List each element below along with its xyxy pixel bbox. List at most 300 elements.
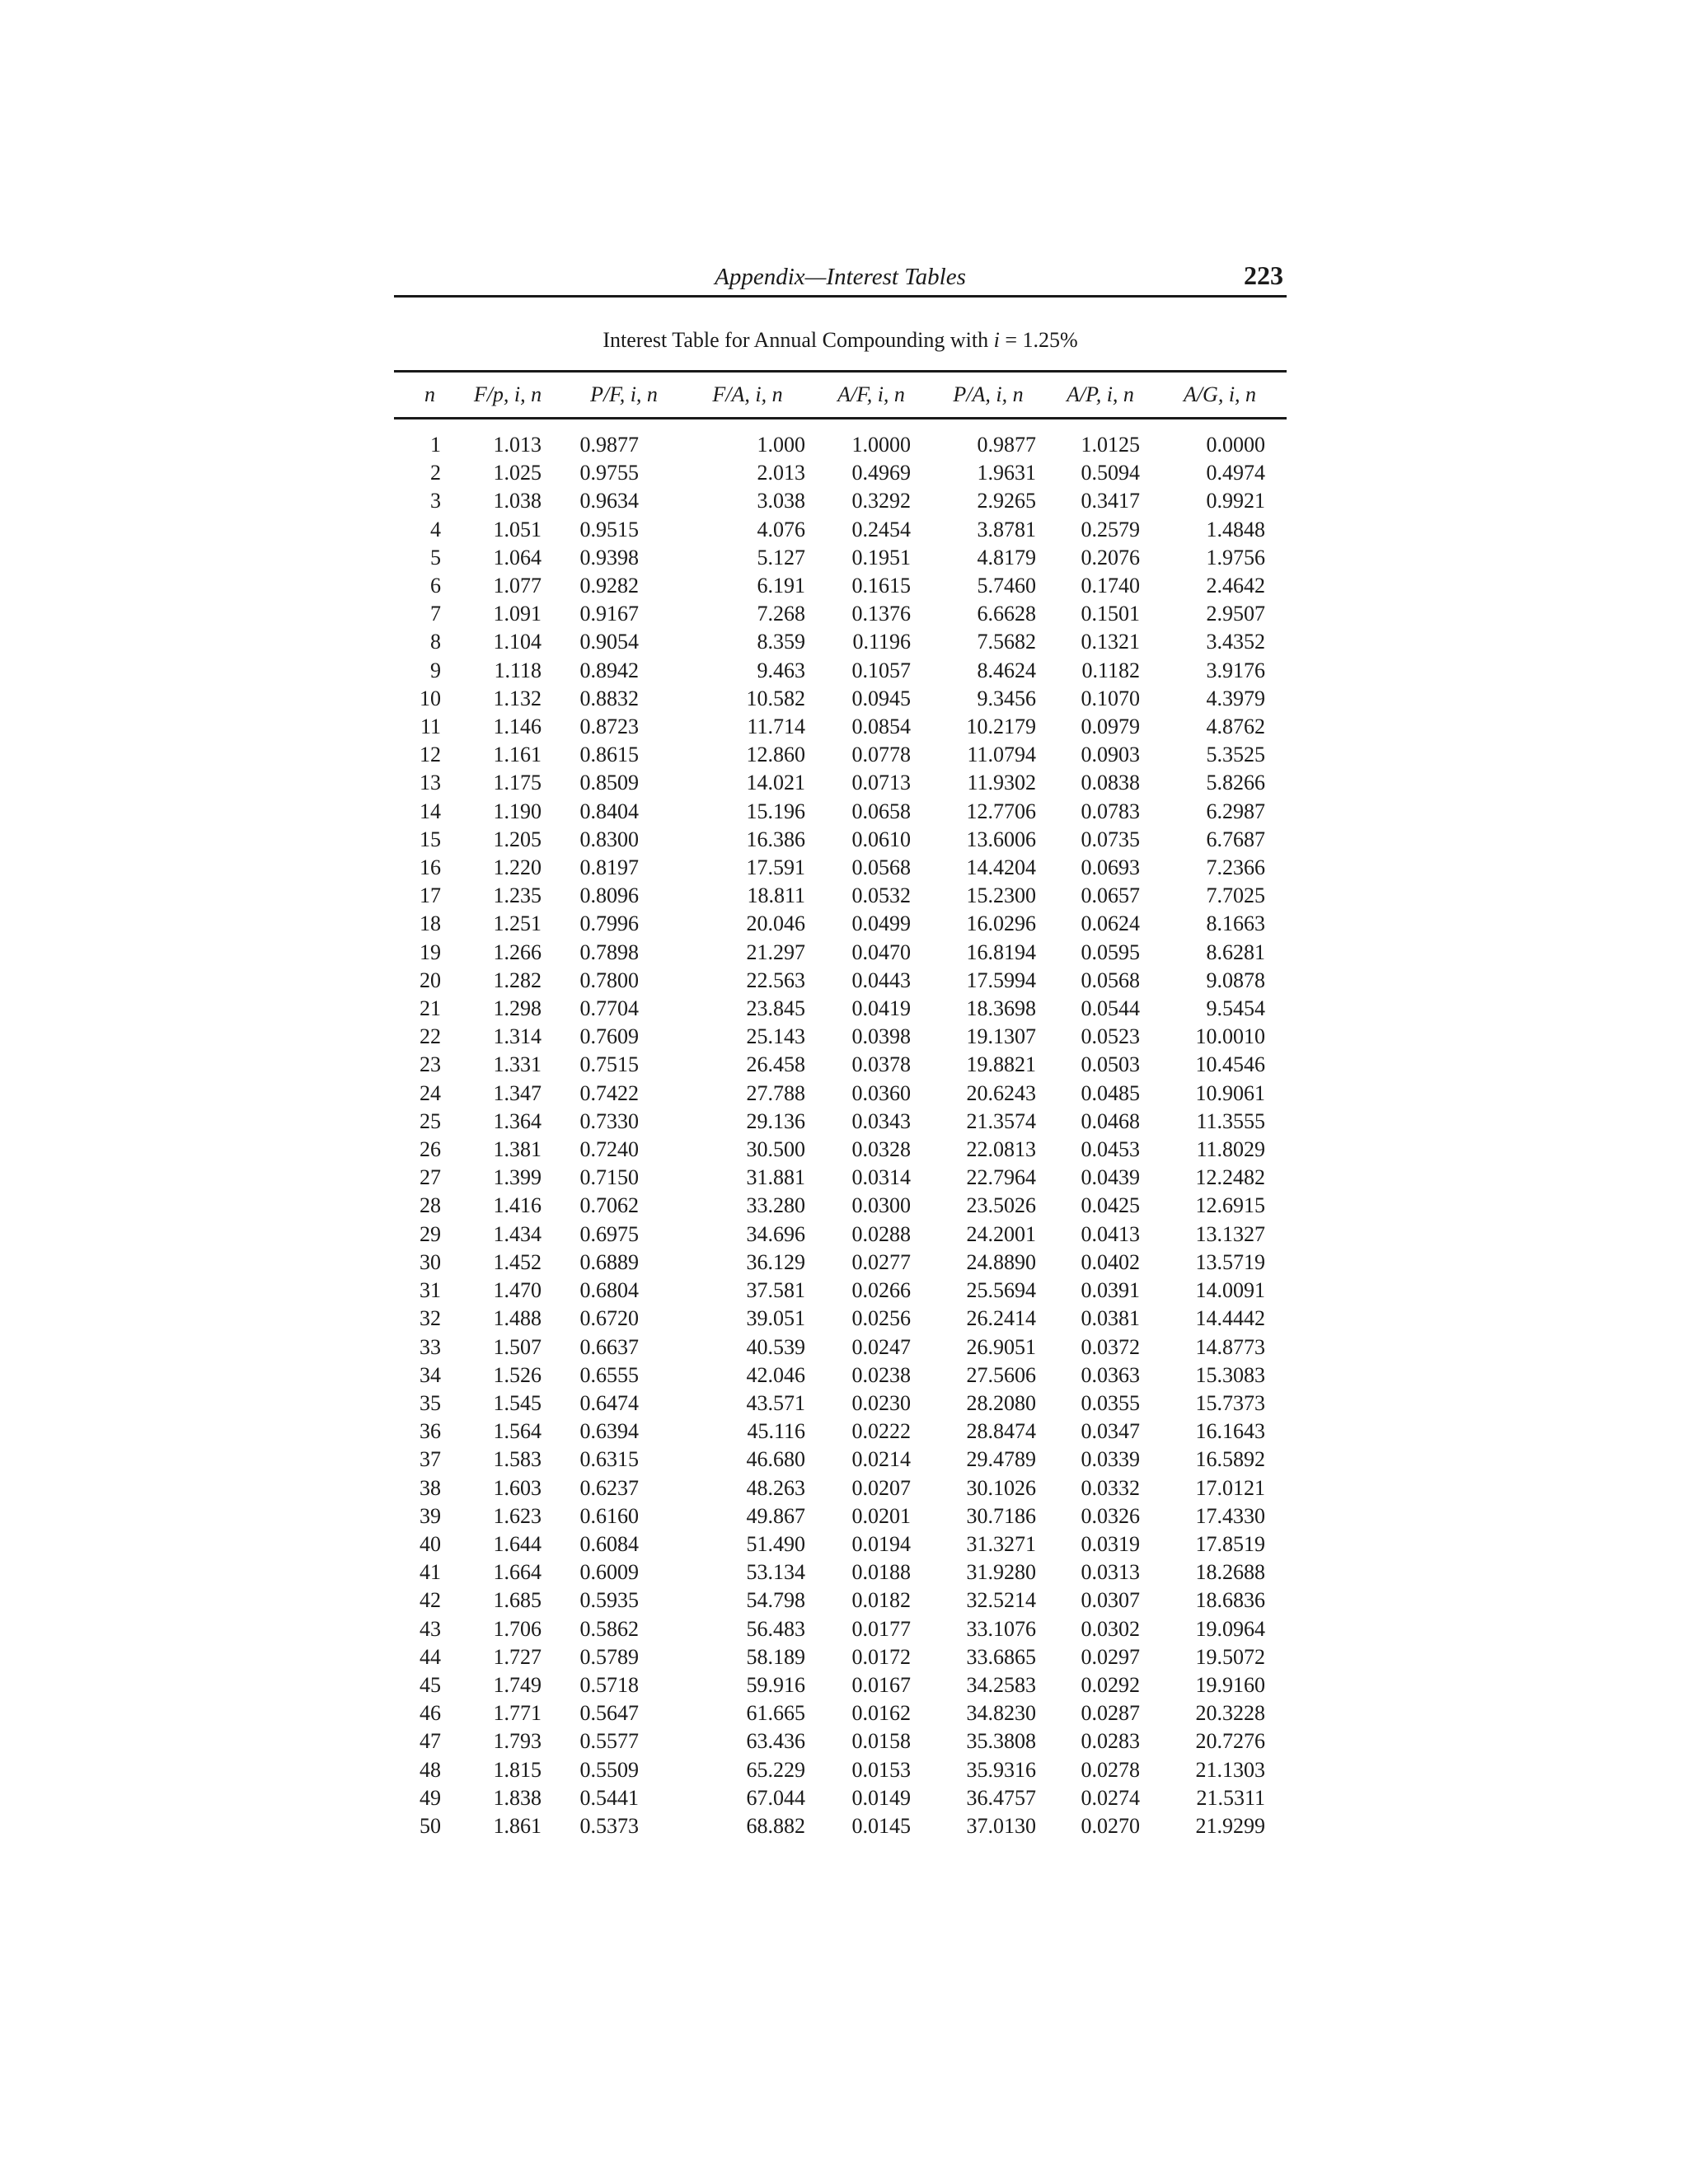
cell-ap: 0.0381 bbox=[1081, 1306, 1140, 1331]
cell-fa: 59.916 bbox=[746, 1672, 805, 1697]
cell-pa: 8.4624 bbox=[977, 658, 1036, 682]
cell-fa: 9.463 bbox=[757, 658, 805, 682]
cell-ag: 0.9921 bbox=[1206, 489, 1265, 513]
cell-ap: 0.0302 bbox=[1081, 1616, 1140, 1641]
cell-fa: 27.788 bbox=[746, 1080, 805, 1105]
cell-fp: 1.364 bbox=[493, 1108, 542, 1133]
cell-fp: 1.507 bbox=[493, 1334, 542, 1359]
cell-n: 38 bbox=[420, 1475, 441, 1500]
cell-af: 0.0266 bbox=[851, 1278, 911, 1303]
cell-fp: 1.416 bbox=[493, 1193, 542, 1218]
cell-pf: 0.8300 bbox=[579, 827, 639, 851]
cell-ag: 21.5311 bbox=[1196, 1785, 1265, 1810]
cell-ap: 0.0363 bbox=[1081, 1362, 1140, 1387]
cell-ag: 5.8266 bbox=[1206, 771, 1265, 795]
cell-ap: 0.0391 bbox=[1081, 1278, 1140, 1303]
cell-ap: 0.0657 bbox=[1081, 883, 1140, 908]
table-row bbox=[394, 1446, 1287, 1474]
cell-pf: 0.6315 bbox=[579, 1447, 639, 1472]
cell-n: 49 bbox=[420, 1785, 441, 1810]
cell-ap: 0.0735 bbox=[1081, 827, 1140, 851]
cell-ag: 4.8762 bbox=[1206, 715, 1265, 739]
cell-fa: 26.458 bbox=[746, 1052, 805, 1077]
cell-pa: 26.9051 bbox=[966, 1334, 1036, 1359]
cell-fa: 10.582 bbox=[746, 686, 805, 710]
cell-ap: 0.2579 bbox=[1081, 517, 1140, 541]
cell-ag: 12.2482 bbox=[1195, 1165, 1265, 1190]
cell-pa: 3.8781 bbox=[977, 517, 1036, 541]
cell-ap: 0.0319 bbox=[1081, 1531, 1140, 1556]
cell-ag: 9.5454 bbox=[1206, 996, 1265, 1021]
cell-ap: 0.0339 bbox=[1081, 1447, 1140, 1472]
cell-pa: 6.6628 bbox=[977, 602, 1036, 626]
cell-pf: 0.8832 bbox=[579, 686, 639, 710]
cell-fa: 67.044 bbox=[746, 1785, 805, 1810]
cell-ap: 0.0468 bbox=[1081, 1108, 1140, 1133]
table-row bbox=[394, 1051, 1287, 1079]
cell-ap: 0.0903 bbox=[1081, 743, 1140, 767]
cell-pa: 29.4789 bbox=[966, 1447, 1036, 1472]
cell-pf: 0.9398 bbox=[579, 545, 639, 569]
cell-af: 0.0300 bbox=[851, 1193, 911, 1218]
cell-ap: 1.0125 bbox=[1081, 433, 1140, 457]
cell-ap: 0.1182 bbox=[1081, 658, 1140, 682]
cell-fa: 37.581 bbox=[746, 1278, 805, 1303]
cell-af: 0.0256 bbox=[851, 1306, 911, 1331]
cell-fa: 21.297 bbox=[746, 940, 805, 964]
cell-fa: 2.013 bbox=[757, 461, 805, 485]
cell-pf: 0.6555 bbox=[579, 1362, 639, 1387]
table-row bbox=[394, 572, 1287, 600]
cell-fp: 1.706 bbox=[493, 1616, 542, 1641]
cell-fp: 1.282 bbox=[493, 968, 542, 992]
table-row bbox=[394, 1390, 1287, 1418]
cell-ap: 0.0503 bbox=[1081, 1052, 1140, 1077]
cell-n: 44 bbox=[420, 1644, 441, 1669]
cell-af: 0.0854 bbox=[851, 715, 911, 739]
cell-pf: 0.7704 bbox=[579, 996, 639, 1021]
cell-af: 0.0360 bbox=[851, 1080, 911, 1105]
cell-n: 43 bbox=[420, 1616, 441, 1641]
cell-af: 0.0378 bbox=[851, 1052, 911, 1077]
table-row bbox=[394, 826, 1287, 854]
cell-fp: 1.025 bbox=[493, 461, 542, 485]
cell-pa: 23.5026 bbox=[966, 1193, 1036, 1218]
cell-fp: 1.664 bbox=[493, 1560, 542, 1585]
cell-pf: 0.7240 bbox=[579, 1137, 639, 1162]
cell-fp: 1.298 bbox=[493, 996, 542, 1021]
cell-af: 0.0945 bbox=[851, 686, 911, 710]
cell-pf: 0.5373 bbox=[579, 1813, 639, 1838]
cell-ap: 0.1070 bbox=[1081, 686, 1140, 710]
cell-af: 0.0314 bbox=[851, 1165, 911, 1190]
cell-ap: 0.0326 bbox=[1081, 1503, 1140, 1528]
cell-fa: 48.263 bbox=[746, 1475, 805, 1500]
cell-n: 39 bbox=[420, 1503, 441, 1528]
cell-ag: 8.6281 bbox=[1206, 940, 1265, 964]
table-row bbox=[394, 769, 1287, 797]
cell-af: 0.0343 bbox=[851, 1108, 911, 1133]
cell-pa: 16.0296 bbox=[966, 912, 1036, 936]
cell-fp: 1.545 bbox=[493, 1390, 542, 1415]
cell-ag: 8.1663 bbox=[1206, 912, 1265, 936]
cell-af: 0.1376 bbox=[851, 602, 911, 626]
cell-pf: 0.8723 bbox=[579, 715, 639, 739]
table-row bbox=[394, 1558, 1287, 1586]
table-row bbox=[394, 854, 1287, 882]
cell-ag: 16.1643 bbox=[1195, 1419, 1265, 1444]
cell-pa: 34.2583 bbox=[966, 1672, 1036, 1697]
table-row bbox=[394, 487, 1287, 515]
cell-af: 0.0207 bbox=[851, 1475, 911, 1500]
cell-fp: 1.220 bbox=[493, 855, 542, 880]
cell-ag: 7.7025 bbox=[1206, 883, 1265, 908]
cell-pa: 11.0794 bbox=[967, 743, 1036, 767]
cell-af: 0.0288 bbox=[851, 1221, 911, 1246]
table-row bbox=[394, 1727, 1287, 1755]
cell-af: 0.0778 bbox=[851, 743, 911, 767]
table-row bbox=[394, 1643, 1287, 1671]
cell-n: 10 bbox=[420, 686, 441, 710]
cell-af: 0.0222 bbox=[851, 1419, 911, 1444]
cell-pf: 0.6394 bbox=[579, 1419, 639, 1444]
cell-pa: 26.2414 bbox=[966, 1306, 1036, 1331]
cell-ap: 0.0283 bbox=[1081, 1729, 1140, 1754]
cell-pa: 36.4757 bbox=[966, 1785, 1036, 1810]
cell-fp: 1.064 bbox=[493, 545, 542, 569]
cell-pf: 0.9755 bbox=[579, 461, 639, 485]
cell-ag: 17.8519 bbox=[1195, 1531, 1265, 1556]
cell-ag: 17.0121 bbox=[1195, 1475, 1265, 1500]
cell-ag: 12.6915 bbox=[1195, 1193, 1265, 1218]
cell-pf: 0.5935 bbox=[579, 1588, 639, 1613]
cell-ap: 0.2076 bbox=[1081, 545, 1140, 569]
cell-pf: 0.5647 bbox=[579, 1701, 639, 1726]
cell-pa: 2.9265 bbox=[977, 489, 1036, 513]
cell-ag: 19.9160 bbox=[1195, 1672, 1265, 1697]
cell-ag: 18.2688 bbox=[1195, 1560, 1265, 1585]
cell-pa: 11.9302 bbox=[967, 771, 1036, 795]
cell-n: 27 bbox=[420, 1165, 441, 1190]
cell-pf: 0.9515 bbox=[579, 517, 639, 541]
table-row bbox=[394, 1699, 1287, 1727]
table-row bbox=[394, 1586, 1287, 1615]
table-row bbox=[394, 910, 1287, 938]
cell-ag: 14.4442 bbox=[1195, 1306, 1265, 1331]
cell-fp: 1.051 bbox=[493, 517, 542, 541]
cell-ap: 0.0693 bbox=[1081, 855, 1140, 880]
cell-pf: 0.9877 bbox=[579, 433, 639, 457]
cell-pf: 0.7898 bbox=[579, 940, 639, 964]
table-row bbox=[394, 713, 1287, 741]
cell-pf: 0.9054 bbox=[579, 630, 639, 654]
table-row bbox=[394, 1530, 1287, 1558]
cell-n: 28 bbox=[420, 1193, 441, 1218]
cell-pa: 0.9877 bbox=[977, 433, 1036, 457]
table-row bbox=[394, 657, 1287, 685]
cell-fp: 1.434 bbox=[493, 1221, 542, 1246]
cell-pa: 30.7186 bbox=[966, 1503, 1036, 1528]
cell-af: 0.0658 bbox=[851, 799, 911, 823]
cell-fp: 1.815 bbox=[493, 1757, 542, 1782]
cell-pf: 0.7150 bbox=[579, 1165, 639, 1190]
cell-pf: 0.7422 bbox=[579, 1080, 639, 1105]
cell-fp: 1.104 bbox=[493, 630, 542, 654]
cell-ag: 9.0878 bbox=[1206, 968, 1265, 992]
cell-ap: 0.0413 bbox=[1081, 1221, 1140, 1246]
cell-pf: 0.5789 bbox=[579, 1644, 639, 1669]
cell-n: 32 bbox=[420, 1306, 441, 1331]
cell-pf: 0.6889 bbox=[579, 1249, 639, 1274]
cell-n: 20 bbox=[420, 968, 441, 992]
cell-fp: 1.861 bbox=[493, 1813, 542, 1838]
cell-af: 0.0162 bbox=[851, 1701, 911, 1726]
cell-fp: 1.347 bbox=[493, 1080, 542, 1105]
cell-n: 13 bbox=[420, 771, 441, 795]
cell-fp: 1.452 bbox=[493, 1249, 542, 1274]
cell-ag: 4.3979 bbox=[1206, 686, 1265, 710]
cell-ag: 21.1303 bbox=[1195, 1757, 1265, 1782]
table-header-row bbox=[394, 372, 1287, 419]
column-header-af: A/F, i, n bbox=[814, 372, 929, 419]
cell-ag: 20.7276 bbox=[1195, 1729, 1265, 1754]
cell-n: 47 bbox=[420, 1729, 441, 1754]
cell-ap: 0.0402 bbox=[1081, 1249, 1140, 1274]
cell-n: 12 bbox=[420, 743, 441, 767]
cell-ag: 3.4352 bbox=[1206, 630, 1265, 654]
table-row bbox=[394, 1023, 1287, 1051]
cell-pf: 0.7800 bbox=[579, 968, 639, 992]
cell-pa: 16.8194 bbox=[966, 940, 1036, 964]
cell-n: 35 bbox=[420, 1390, 441, 1415]
cell-ap: 0.0292 bbox=[1081, 1672, 1140, 1697]
cell-fa: 36.129 bbox=[746, 1249, 805, 1274]
cell-pa: 10.2179 bbox=[966, 715, 1036, 739]
cell-ag: 16.5892 bbox=[1195, 1447, 1265, 1472]
cell-n: 48 bbox=[420, 1757, 441, 1782]
cell-pa: 17.5994 bbox=[966, 968, 1036, 992]
caption-suffix: = 1.25% bbox=[999, 328, 1078, 352]
cell-fa: 5.127 bbox=[757, 545, 805, 569]
table-caption bbox=[394, 327, 1287, 354]
cell-af: 0.0419 bbox=[851, 996, 911, 1021]
cell-pa: 33.6865 bbox=[966, 1644, 1036, 1669]
cell-pf: 0.7330 bbox=[579, 1108, 639, 1133]
cell-pf: 0.6975 bbox=[579, 1221, 639, 1246]
cell-fp: 1.331 bbox=[493, 1052, 542, 1077]
cell-fa: 45.116 bbox=[747, 1419, 805, 1444]
cell-ag: 19.5072 bbox=[1195, 1644, 1265, 1669]
column-header-n: n bbox=[394, 372, 449, 419]
cell-fa: 56.483 bbox=[746, 1616, 805, 1641]
cell-fp: 1.623 bbox=[493, 1503, 542, 1528]
cell-af: 0.0214 bbox=[851, 1447, 911, 1472]
cell-pf: 0.8942 bbox=[579, 658, 639, 682]
cell-n: 3 bbox=[430, 489, 441, 513]
cell-fp: 1.381 bbox=[493, 1137, 542, 1162]
cell-af: 0.0713 bbox=[851, 771, 911, 795]
cell-fa: 17.591 bbox=[746, 855, 805, 880]
table-row bbox=[394, 1305, 1287, 1333]
cell-fa: 33.280 bbox=[746, 1193, 805, 1218]
cell-ap: 0.0274 bbox=[1081, 1785, 1140, 1810]
cell-pf: 0.6804 bbox=[579, 1278, 639, 1303]
cell-fa: 3.038 bbox=[757, 489, 805, 513]
cell-af: 0.0238 bbox=[851, 1362, 911, 1387]
cell-af: 0.1615 bbox=[851, 574, 911, 598]
column-header-fp: F/p, i, n bbox=[449, 372, 566, 419]
cell-fp: 1.251 bbox=[493, 912, 542, 936]
cell-fp: 1.132 bbox=[493, 686, 542, 710]
column-header-fa: F/A, i, n bbox=[682, 372, 814, 419]
cell-fp: 1.488 bbox=[493, 1306, 542, 1331]
cell-fa: 25.143 bbox=[746, 1024, 805, 1049]
cell-n: 15 bbox=[420, 827, 441, 851]
cell-af: 0.0149 bbox=[851, 1785, 911, 1810]
cell-pa: 4.8179 bbox=[977, 545, 1036, 569]
cell-fp: 1.564 bbox=[493, 1419, 542, 1444]
table-row bbox=[394, 431, 1287, 459]
cell-pf: 0.6160 bbox=[579, 1503, 639, 1528]
table-row bbox=[394, 1812, 1287, 1840]
cell-n: 19 bbox=[420, 940, 441, 964]
cell-fp: 1.118 bbox=[494, 658, 542, 682]
cell-fp: 1.526 bbox=[493, 1362, 542, 1387]
cell-fp: 1.013 bbox=[493, 433, 542, 457]
table-row bbox=[394, 1333, 1287, 1361]
cell-fa: 8.359 bbox=[757, 630, 805, 654]
cell-fp: 1.793 bbox=[493, 1729, 542, 1754]
header-spacer bbox=[394, 419, 1287, 432]
cell-fp: 1.838 bbox=[493, 1785, 542, 1810]
cell-fp: 1.175 bbox=[493, 771, 542, 795]
cell-fp: 1.190 bbox=[493, 799, 542, 823]
table-row bbox=[394, 1418, 1287, 1446]
cell-ap: 0.1501 bbox=[1081, 602, 1140, 626]
table-row bbox=[394, 516, 1287, 544]
cell-pa: 20.6243 bbox=[966, 1080, 1036, 1105]
cell-af: 0.0610 bbox=[851, 827, 911, 851]
cell-ag: 18.6836 bbox=[1195, 1588, 1265, 1613]
cell-fa: 15.196 bbox=[746, 799, 805, 823]
cell-pa: 19.8821 bbox=[966, 1052, 1036, 1077]
cell-n: 42 bbox=[420, 1588, 441, 1613]
cell-pa: 28.8474 bbox=[966, 1419, 1036, 1444]
cell-pa: 18.3698 bbox=[966, 996, 1036, 1021]
cell-fa: 58.189 bbox=[746, 1644, 805, 1669]
cell-pa: 21.3574 bbox=[966, 1108, 1036, 1133]
cell-n: 22 bbox=[420, 1024, 441, 1049]
cell-pa: 31.3271 bbox=[966, 1531, 1036, 1556]
cell-ap: 0.5094 bbox=[1081, 461, 1140, 485]
cell-n: 7 bbox=[430, 602, 441, 626]
cell-fa: 53.134 bbox=[746, 1560, 805, 1585]
table-row bbox=[394, 685, 1287, 713]
table-row bbox=[394, 882, 1287, 910]
cell-fa: 6.191 bbox=[757, 574, 805, 598]
cell-af: 0.3292 bbox=[851, 489, 911, 513]
table-row bbox=[394, 995, 1287, 1023]
cell-pa: 25.5694 bbox=[966, 1278, 1036, 1303]
cell-af: 0.1057 bbox=[851, 658, 911, 682]
cell-pf: 0.5862 bbox=[579, 1616, 639, 1641]
cell-fp: 1.399 bbox=[493, 1165, 542, 1190]
cell-fa: 31.881 bbox=[746, 1165, 805, 1190]
cell-fa: 42.046 bbox=[746, 1362, 805, 1387]
table-row bbox=[394, 1474, 1287, 1502]
cell-fa: 63.436 bbox=[746, 1729, 805, 1754]
cell-pf: 0.6720 bbox=[579, 1306, 639, 1331]
cell-n: 14 bbox=[420, 799, 441, 823]
cell-ap: 0.1740 bbox=[1081, 574, 1140, 598]
cell-ag: 19.0964 bbox=[1195, 1616, 1265, 1641]
cell-n: 37 bbox=[420, 1447, 441, 1472]
cell-af: 0.0194 bbox=[851, 1531, 911, 1556]
cell-fa: 11.714 bbox=[747, 715, 805, 739]
cell-ap: 0.0278 bbox=[1081, 1757, 1140, 1782]
cell-pa: 35.3808 bbox=[966, 1729, 1036, 1754]
cell-pf: 0.7996 bbox=[579, 912, 639, 936]
cell-ag: 21.9299 bbox=[1195, 1813, 1265, 1838]
cell-ap: 0.0783 bbox=[1081, 799, 1140, 823]
cell-pa: 1.9631 bbox=[977, 461, 1036, 485]
cell-pf: 0.9167 bbox=[579, 602, 639, 626]
cell-pf: 0.6637 bbox=[579, 1334, 639, 1359]
cell-pa: 28.2080 bbox=[966, 1390, 1036, 1415]
cell-ag: 15.7373 bbox=[1195, 1390, 1265, 1415]
cell-af: 0.0247 bbox=[851, 1334, 911, 1359]
cell-fa: 51.490 bbox=[746, 1531, 805, 1556]
table-row bbox=[394, 544, 1287, 572]
cell-pa: 9.3456 bbox=[977, 686, 1036, 710]
cell-fp: 1.091 bbox=[493, 602, 542, 626]
cell-ap: 0.0453 bbox=[1081, 1137, 1140, 1162]
cell-pf: 0.7515 bbox=[579, 1052, 639, 1077]
cell-n: 23 bbox=[420, 1052, 441, 1077]
table-row bbox=[394, 1361, 1287, 1390]
running-header bbox=[394, 262, 1287, 298]
cell-n: 45 bbox=[420, 1672, 441, 1697]
cell-pa: 30.1026 bbox=[966, 1475, 1036, 1500]
cell-fa: 29.136 bbox=[746, 1108, 805, 1133]
cell-ap: 0.0347 bbox=[1081, 1419, 1140, 1444]
cell-ag: 11.3555 bbox=[1196, 1108, 1265, 1133]
cell-af: 0.0443 bbox=[851, 968, 911, 992]
cell-pa: 13.6006 bbox=[966, 827, 1036, 851]
cell-pa: 12.7706 bbox=[966, 799, 1036, 823]
cell-af: 0.0230 bbox=[851, 1390, 911, 1415]
cell-n: 30 bbox=[420, 1249, 441, 1274]
cell-n: 36 bbox=[420, 1419, 441, 1444]
cell-fp: 1.161 bbox=[493, 743, 542, 767]
cell-pf: 0.8197 bbox=[579, 855, 639, 880]
cell-fp: 1.727 bbox=[493, 1644, 542, 1669]
cell-n: 8 bbox=[430, 630, 441, 654]
cell-ag: 10.0010 bbox=[1195, 1024, 1265, 1049]
cell-ag: 2.4642 bbox=[1206, 574, 1265, 598]
cell-fa: 18.811 bbox=[747, 883, 805, 908]
table-row bbox=[394, 1108, 1287, 1136]
cell-ap: 0.0523 bbox=[1081, 1024, 1140, 1049]
cell-fp: 1.314 bbox=[493, 1024, 542, 1049]
cell-pf: 0.9282 bbox=[579, 574, 639, 598]
cell-ag: 14.8773 bbox=[1195, 1334, 1265, 1359]
cell-pf: 0.8404 bbox=[579, 799, 639, 823]
cell-ag: 20.3228 bbox=[1195, 1701, 1265, 1726]
cell-fa: 4.076 bbox=[757, 517, 805, 541]
cell-af: 0.0153 bbox=[851, 1757, 911, 1782]
cell-pa: 7.5682 bbox=[977, 630, 1036, 654]
